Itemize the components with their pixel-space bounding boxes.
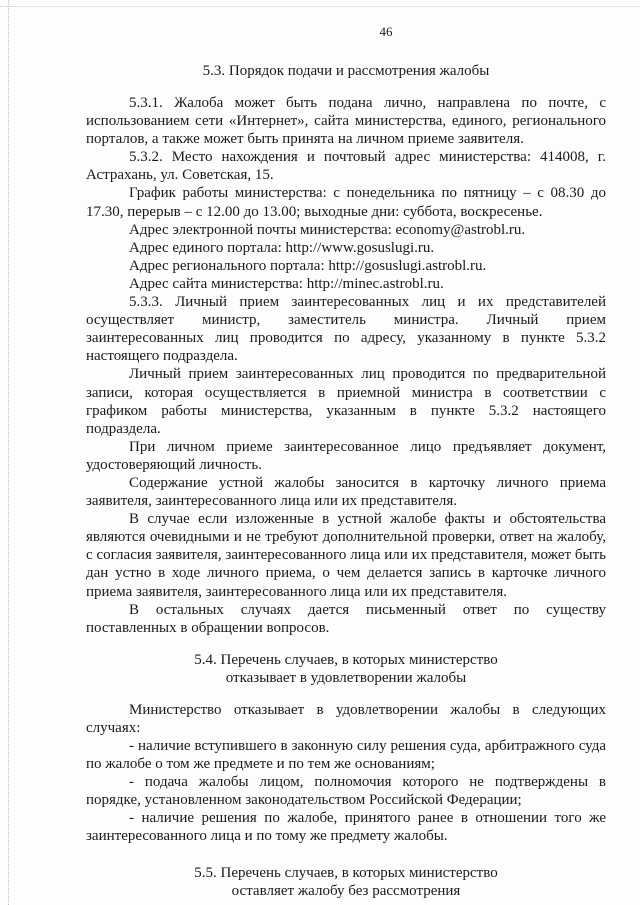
paragraph-work-schedule: График работы министерства: с понедельника по пятницу – с 08.30 до 17.30, перерыв – с 12.00 до 13.00; выходные дни: суббота, воскресенье.: [86, 185, 606, 220]
paragraph-email: Адрес электронной почты министерства: economy@astrobl.ru.: [129, 221, 526, 238]
paragraph-unified-portal: Адрес единого портала: http://www.gosuslugi.ru.: [129, 239, 435, 256]
paragraph-regional-portal: Адрес регионального портала: http://gosuslugi.astrobl.ru.: [129, 257, 487, 274]
page-number: 46: [379, 24, 393, 39]
section-5-4-title-line1: 5.4. Перечень случаев, в которых министерство: [194, 651, 498, 668]
section-5-5-title-line2: оставляет жалобу без рассмотрения: [231, 882, 461, 899]
paragraph-oral-answer: В случае если изложенные в устной жалобе факты и обстоятельства являются очевидными и не требуют дополнительной проверки, ответ на жалобу, с согласия заявителя, заинтересованного лица или их представителя, может быть дан устно в ходе личного приема, о чем делается запись в карточке личного приема заявителя, заинтересованного лица или их представителя.: [86, 511, 606, 600]
scan-edge-top: [0, 0, 640, 7]
paragraph-5-3-2: 5.3.2. Место нахождения и почтовый адрес министерства: 414008, г. Астрахань, ул. Советская, 15.: [86, 149, 606, 184]
paragraph-refusal-intro: Министерство отказывает в удовлетворении жалобы в следующих случаях:: [86, 701, 606, 736]
paragraph-5-3-1: 5.3.1. Жалоба может быть подана лично, направлена по почте, с использованием сети «Интернет», сайта министерства, единого, регионального порталов, а также может быть принята на личном приеме заявителя.: [86, 95, 606, 148]
scan-edge-left: [0, 0, 9, 905]
section-5-5-title: [86, 864, 606, 900]
section-5-4-title-line2: отказывает в удовлетворении жалобы: [225, 669, 467, 686]
paragraph-ministry-site: Адрес сайта министерства: http://minec.astrobl.ru.: [129, 275, 444, 292]
paragraph-identity-document: При личном приеме заинтересованное лицо предъявляет документ, удостоверяющий личность.: [86, 438, 606, 473]
paragraph-5-3-3: 5.3.3. Личный прием заинтересованных лиц и их представителей осуществляет министр, заместитель министра. Личный прием заинтересованных лиц проводится по адресу, указанному в пункте 5.3.2 настоящего подраздела.: [86, 294, 606, 365]
section-5-4-title: [86, 651, 606, 687]
paragraph-refusal-prior-decision: - наличие решения по жалобе, принятого ранее в отношении того же заинтересованного лица и по тому же предмету жалобы.: [86, 810, 606, 845]
paragraph-written-answer: В остальных случаях дается письменный ответ по существу поставленных в обращении вопросов.: [86, 601, 606, 636]
paragraph-refusal-authority: - подача жалобы лицом, полномочия которого не подтверждены в порядке, установленном законодательством Российской Федерации;: [86, 774, 606, 809]
paragraph-oral-complaint: Содержание устной жалобы заносится в карточку личного приема заявителя, заинтересованного лица или их представителя.: [86, 474, 606, 510]
section-5-3-title: 5.3. Порядок подачи и рассмотрения жалобы: [202, 63, 490, 79]
section-5-5-title-line1: 5.5. Перечень случаев, в которых министерство: [194, 864, 498, 881]
paragraph-refusal-court: - наличие вступившего в законную силу решения суда, арбитражного суда по жалобе о том же предмете и по тем же основаниям;: [86, 738, 606, 773]
paragraph-appointment: Личный прием заинтересованных лиц проводится по предварительной записи, которая осуществляется в приемной министра в соответствии с графиком работы министерства, указанным в пункте 5.3.2 настоящего подраздела.: [86, 366, 606, 437]
